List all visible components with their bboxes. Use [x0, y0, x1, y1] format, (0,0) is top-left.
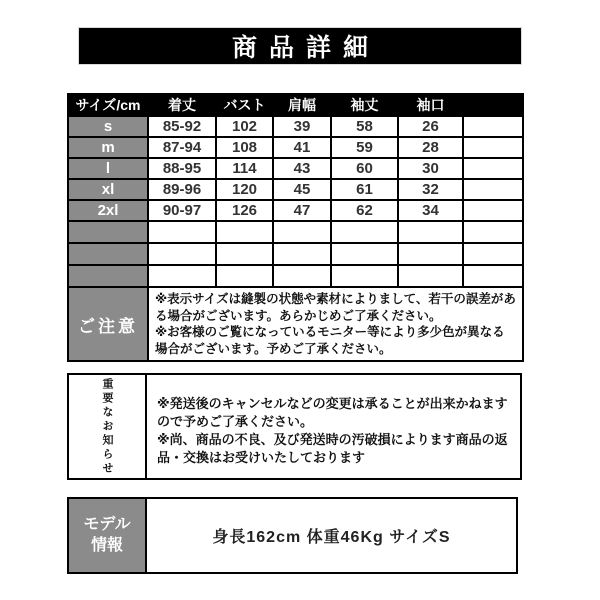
column-header-shoulder: 肩幅 — [273, 94, 331, 116]
table-row-s — [68, 116, 523, 137]
value-cell: 32 — [398, 179, 463, 200]
blank-cell — [463, 158, 523, 179]
value-cell: 90-97 — [148, 200, 216, 221]
important-notice-label: 重要なお知らせ — [101, 377, 113, 476]
value-cell: 87-94 — [148, 137, 216, 158]
size-cell: 2xl — [68, 200, 148, 221]
column-header-length: 着丈 — [148, 94, 216, 116]
value-cell: 114 — [216, 158, 273, 179]
model-info-label: モデル情報 — [83, 515, 131, 554]
model-info-text: 身長162cm 体重46Kg サイズS — [212, 529, 451, 546]
important-notice-label-cell — [69, 375, 147, 478]
table-row-m — [68, 137, 523, 158]
value-cell: 61 — [331, 179, 398, 200]
value-cell: 60 — [331, 158, 398, 179]
important-notice-line-2: ※尚、商品の不良、及び発送時の汚破損によります商品の返品・交換はお受けいたしております — [157, 431, 508, 465]
caution-line-2: ※お客様のご覧になっているモニター等により多少色が異なる場合がございます。予めご了承ください。 — [155, 325, 505, 356]
column-header-size: サイズ/cm — [68, 94, 148, 116]
value-cell: 59 — [331, 137, 398, 158]
value-cell: 126 — [216, 200, 273, 221]
caution-text — [148, 287, 523, 361]
column-header-sleeve-length: 袖丈 — [331, 94, 398, 116]
caution-row — [68, 287, 523, 361]
size-cell: s — [68, 116, 148, 137]
value-cell: 39 — [273, 116, 331, 137]
value-cell: 108 — [216, 137, 273, 158]
column-header-cuff: 袖口 — [398, 94, 463, 116]
blank-cell — [463, 116, 523, 137]
value-cell: 41 — [273, 137, 331, 158]
value-cell: 89-96 — [148, 179, 216, 200]
value-cell: 102 — [216, 116, 273, 137]
empty-table-row — [68, 265, 523, 287]
value-cell: 45 — [273, 179, 331, 200]
value-cell: 88-95 — [148, 158, 216, 179]
blank-cell — [463, 137, 523, 158]
size-cell: l — [68, 158, 148, 179]
important-notice-text — [147, 375, 520, 478]
table-header-row — [68, 94, 523, 116]
size-chart-table — [67, 93, 524, 362]
table-row-l — [68, 158, 523, 179]
column-header-bust: バスト — [216, 94, 273, 116]
page-title: 商品詳細 — [231, 34, 380, 62]
size-cell-empty — [68, 221, 148, 243]
value-cell: 30 — [398, 158, 463, 179]
caution-line-1: ※表示サイズは縫製の状態や素材によりまして、若干の誤差がある場合がございます。あらかじめご了承ください。 — [155, 292, 516, 323]
value-cell: 62 — [331, 200, 398, 221]
value-cell: 28 — [398, 137, 463, 158]
caution-label: ご注意 — [68, 287, 148, 361]
column-header-blank — [463, 94, 523, 116]
size-cell-empty — [68, 265, 148, 287]
value-cell: 47 — [273, 200, 331, 221]
important-notice-box — [67, 373, 522, 480]
size-cell: xl — [68, 179, 148, 200]
blank-cell — [463, 179, 523, 200]
empty-table-row — [68, 243, 523, 265]
table-row-xl — [68, 179, 523, 200]
value-cell: 43 — [273, 158, 331, 179]
value-cell: 120 — [216, 179, 273, 200]
empty-table-row — [68, 221, 523, 243]
value-cell: 58 — [331, 116, 398, 137]
value-cell: 34 — [398, 200, 463, 221]
model-info-label-cell — [69, 499, 147, 572]
value-cell: 26 — [398, 116, 463, 137]
page-title-banner — [79, 28, 521, 64]
model-info-box — [67, 497, 518, 574]
blank-cell — [463, 200, 523, 221]
table-row-2xl — [68, 200, 523, 221]
value-cell: 85-92 — [148, 116, 216, 137]
important-notice-line-1: ※発送後のキャンセルなどの変更は承ることが出来かねますので予めご了承ください。 — [157, 396, 508, 429]
size-cell-empty — [68, 243, 148, 265]
size-cell: m — [68, 137, 148, 158]
